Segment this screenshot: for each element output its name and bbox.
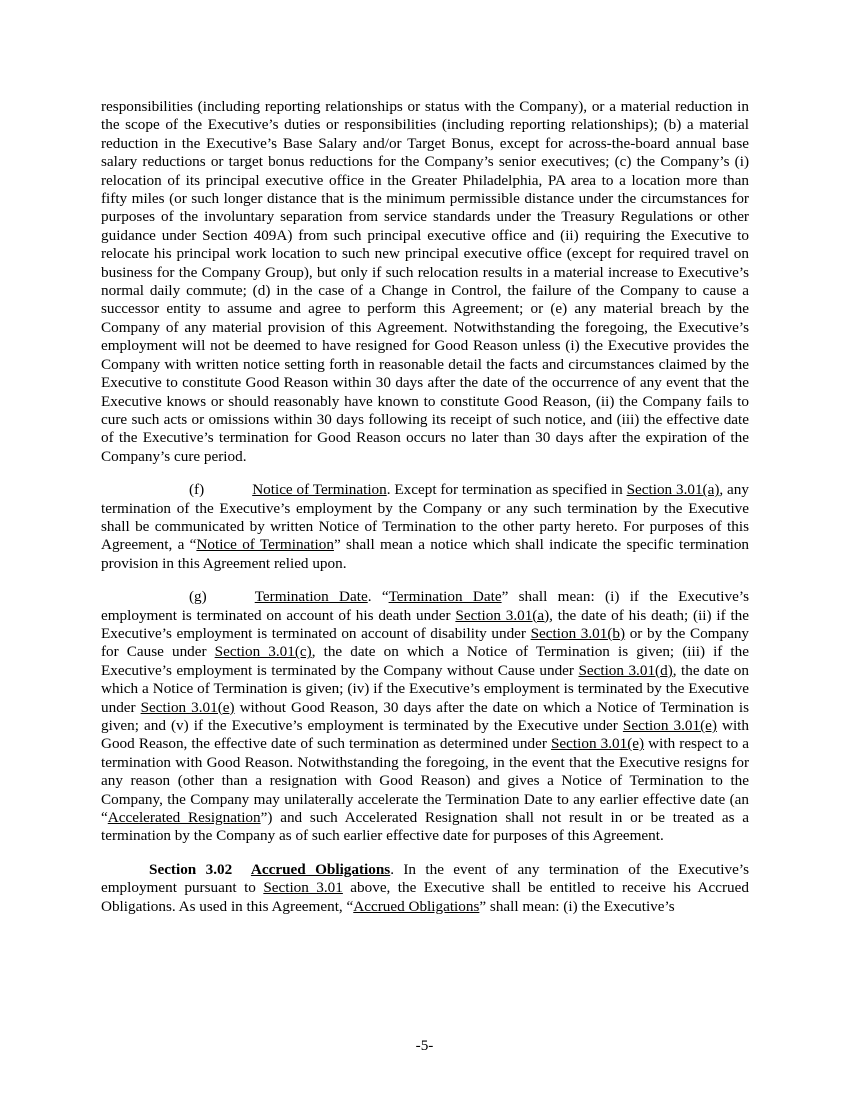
section-reference: Section 3.01(a) xyxy=(626,481,720,499)
section-title: Accrued Obligations xyxy=(250,860,391,878)
section-reference: Section 3.01(c) xyxy=(214,643,312,661)
paragraph-accrued-obligations: Section 3.02 Accrued Obligations. In the event of any termination of the Executive’s employment pursuant to Section 3.01 above, the Executive shall be entitled to receive his Accrued Obligations. As used in this Agreement, “Accrued Obligations” shall mean: (i) the Executive’s xyxy=(101,860,749,915)
paragraph-text: responsibilities (including reporting relationships or status with the Company), or a material reduction in the scope of the Executive’s duties or responsibilities (including reporting relationships); (b) a material reduction in the Executive’s Base Salary and/or Target Bonus, except for across-the-board annual base salary reductions or target bonus reductions for the Company’s senior executives; (c) the Company’s (i) relocation of its principal executive office in the Greater Philadelphia, PA area to a location more than fifty miles (or such longer distance that is the minimum permissible distance under the circumstances for purposes of the involuntary separation from service standards under the Treasury Regulations or other guidance under Section 409A) from such principal executive office and (ii) requiring the Executive to relocate his principal work location to such new principal executive office (except for required travel on business for the Company Group), but only if such relocation results in a material increase to Executive’s normal daily commute; (d) in the case of a Change in Control, the failure of the Company to cause a successor entity to assume and agree to perform this Agreement; or (e) any material breach by the Company of any material provision of this Agreement. Notwithstanding the foregoing, the Executive’s employment will not be deemed to have resigned for Good Reason unless (i) the Executive provides the Company with written notice setting forth in reasonable detail the facts and circumstances claimed by the Executive to constitute Good Reason within 30 days after the date of the occurrence of any event that the Executive knows or should reasonably have known to constitute Good Reason, (ii) the Company fails to cure such acts or omissions within 30 days following its receipt of such notice, and (iii) the effective date of the Executive’s termination for Good Reason occurs no later than 30 days after the expiration of the Company’s cure period. xyxy=(101,98,749,465)
clause-number: (f) xyxy=(189,481,205,499)
clause-heading: Notice of Termination xyxy=(252,481,387,499)
defined-term: Termination Date xyxy=(388,588,502,606)
section-reference: Section 3.01(e) xyxy=(550,735,645,753)
section-reference: Section 3.01(e) xyxy=(140,698,235,716)
body-text xyxy=(101,98,749,916)
paragraph-notice-of-termination: (f) Notice of Termination. Except for termination as specified in Section 3.01(a), any termination of the Executive’s employment by the Company or any such termination by the Executive shall be communicated by written Notice of Termination to the other party hereto. For purposes of this Agreement, a “Notice of Termination” shall mean a notice which shall indicate the specific termination provision in this Agreement relied upon. xyxy=(101,481,750,572)
section-reference: Section 3.01(b) xyxy=(530,624,626,642)
page-number: -5- xyxy=(415,1037,434,1054)
defined-term: Notice of Termination xyxy=(196,536,334,554)
clause-heading: Termination Date xyxy=(254,588,368,606)
section-reference: Section 3.01(a) xyxy=(455,606,550,624)
section-reference: Section 3.01(d) xyxy=(578,661,673,679)
paragraph-good-reason-continued xyxy=(101,98,749,466)
defined-term: Accrued Obligations xyxy=(353,897,480,915)
clause-number: (g) xyxy=(189,588,207,606)
defined-term: Accelerated Resignation xyxy=(107,809,261,827)
paragraph-termination-date: (g) Termination Date. “Termination Date” shall mean: (i) if the Executive’s employment is terminated on account of his death under Section 3.01(a), the date of his death; (ii) if the Executive’s employment is terminated on account of disability under Section 3.01(b) or by the Company for Cause under Section 3.01(c), the date on which a Notice of Termination is given; (iii) if the Executive’s employment is terminated by the Company without Cause under Section 3.01(d), the date on which a Notice of Termination is given; (iv) if the Executive’s employment is terminated by the Executive under Section 3.01(e) without Good Reason, 30 days after the date on which a Notice of Termination is given; and (v) if the Executive’s employment is terminated by the Executive under Section 3.01(e) with Good Reason, the effective date of such termination as determined under Section 3.01(e) with respect to a termination with Good Reason. Notwithstanding the foregoing, in the event that the Executive resigns for any reason (other than a resignation with Good Reason) and gives a Notice of Termination to the Company, the Company may unilaterally accelerate the Termination Date to any earlier effective date (an “Accelerated Resignation”) and such Accelerated Resignation shall not result in or be treated as a termination by the Company as of such earlier effective date for purposes of this Agreement. xyxy=(101,588,750,845)
section-reference: Section 3.01(e) xyxy=(622,717,717,734)
section-number: Section 3.02 xyxy=(149,860,233,878)
section-reference: Section 3.01 xyxy=(263,879,343,897)
